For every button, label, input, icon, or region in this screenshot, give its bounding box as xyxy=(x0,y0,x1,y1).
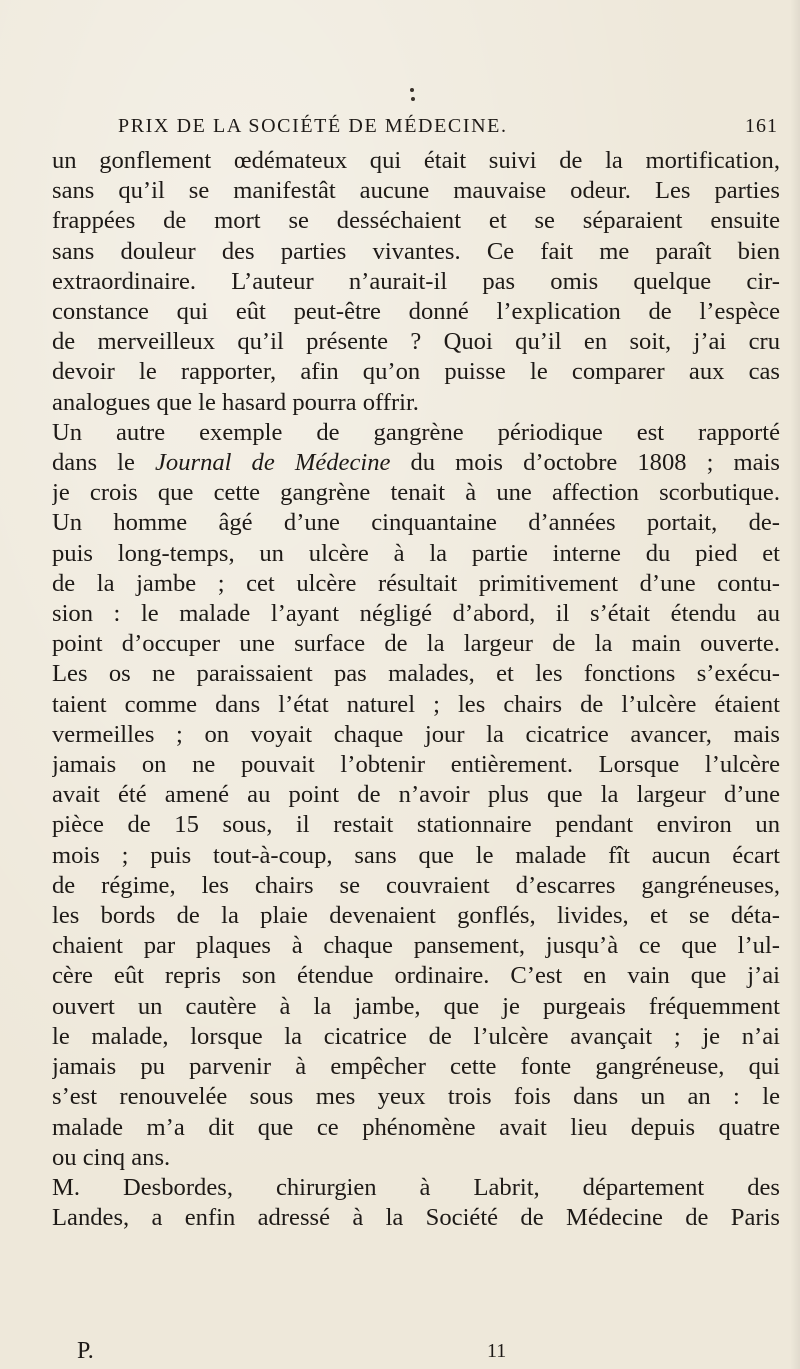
text-line: de régime, les chairs se couvraient d’escarres gangréneuses, xyxy=(52,871,780,899)
text-line: le malade, lorsque la cicatrice de l’ulcère avançait ; je n’ai xyxy=(52,1022,780,1050)
ink-spot xyxy=(410,88,414,92)
text-line: de merveilleux qu’il présente ? Quoi qu’il en soit, j’ai cru xyxy=(52,328,780,356)
journal-title: Journal de Médecine xyxy=(154,449,391,477)
text-line: extraordinaire. L’auteur n’aurait-il pas omis quelque cir- xyxy=(52,267,780,295)
text-line: mois ; puis tout-à-coup, sans que le malade fît aucun écart xyxy=(52,841,780,869)
text-line: avait été amené au point de n’avoir plus que la largeur d’une xyxy=(52,781,780,809)
text-line: pièce de 15 sous, il restait stationnaire pendant environ un xyxy=(52,811,780,839)
text-line: analogues que le hasard pourra offrir. xyxy=(52,388,419,416)
text-line: ou cinq ans. xyxy=(52,1143,171,1171)
header-title: PRIX DE LA SOCIÉTÉ DE MÉDECINE. xyxy=(118,115,508,137)
text-line: de la jambe ; cet ulcère résultait primitivement d’une contu- xyxy=(52,569,780,597)
text-line: jamais on ne pouvait l’obtenir entièrement. Lorsque l’ulcère xyxy=(52,751,780,779)
text-line: puis long-temps, un ulcère à la partie interne du pied et xyxy=(52,539,780,567)
text-line: Un autre exemple de gangrène périodique est rapporté xyxy=(52,418,780,446)
text-line: sans douleur des parties vivantes. Ce fait me paraît bien xyxy=(52,237,780,265)
text-line: constance qui eût peut-être donné l’explication de l’espèce xyxy=(52,298,780,326)
text-line: sans qu’il se manifestât aucune mauvaise odeur. Les parties xyxy=(52,177,780,205)
running-header xyxy=(118,115,778,143)
text-line: chaient par plaques à chaque pansement, jusqu’à ce que l’ul- xyxy=(52,932,780,960)
text-line: cère eût repris son étendue ordinaire. C’est en vain que j’ai xyxy=(52,962,780,990)
text-line: sion : le malade l’ayant négligé d’abord, il s’était étendu au xyxy=(52,600,780,628)
text-line: jamais pu parvenir à empêcher cette fonte gangréneuse, qui xyxy=(52,1053,780,1081)
text-line: Les os ne paraissaient pas malades, et les fonctions s’exécu- xyxy=(52,660,780,688)
page-edge-shadow xyxy=(790,0,800,1369)
text-line: Un homme âgé d’une cinquantaine d’années portait, de- xyxy=(52,509,780,537)
text-line: s’est renouvelée sous mes yeux trois fois dans un an : le xyxy=(52,1083,780,1111)
signature-number: 11 xyxy=(487,1340,507,1362)
body-text xyxy=(52,146,780,1233)
text-line: dans le Journal de Médecine du mois d’octobre 1808 ; mais xyxy=(52,449,780,477)
ink-spot xyxy=(411,97,415,101)
text-line: ouvert un cautère à la jambe, que je purgeais fréquemment xyxy=(52,992,780,1020)
text-line: frappées de mort se desséchaient et se séparaient ensuite xyxy=(52,207,780,235)
text-line: M. Desbordes, chirurgien à Labrit, département des xyxy=(52,1173,780,1201)
text-line: taient comme dans l’état naturel ; les chairs de l’ulcère étaient xyxy=(52,690,780,718)
page-number: 161 xyxy=(745,115,778,137)
signature-line xyxy=(77,1338,777,1366)
text-line: Landes, a enfin adressé à la Société de Médecine de Paris xyxy=(52,1204,780,1232)
text-line: les bords de la plaie devenaient gonflés, livides, et se déta- xyxy=(52,902,780,930)
signature-letter: P. xyxy=(77,1338,94,1364)
text-line: vermeilles ; on voyait chaque jour la cicatrice avancer, mais xyxy=(52,720,780,748)
text-line: point d’occuper une surface de la largeur de la main ouverte. xyxy=(52,630,780,658)
text-line: devoir le rapporter, afin qu’on puisse le comparer aux cas xyxy=(52,358,780,386)
text-line: un gonflement œdémateux qui était suivi de la mortification, xyxy=(52,147,780,174)
text-line: je crois que cette gangrène tenait à une affection scorbutique. xyxy=(52,479,780,507)
text-line: malade m’a dit que ce phénomène avait lieu depuis quatre xyxy=(52,1113,780,1141)
